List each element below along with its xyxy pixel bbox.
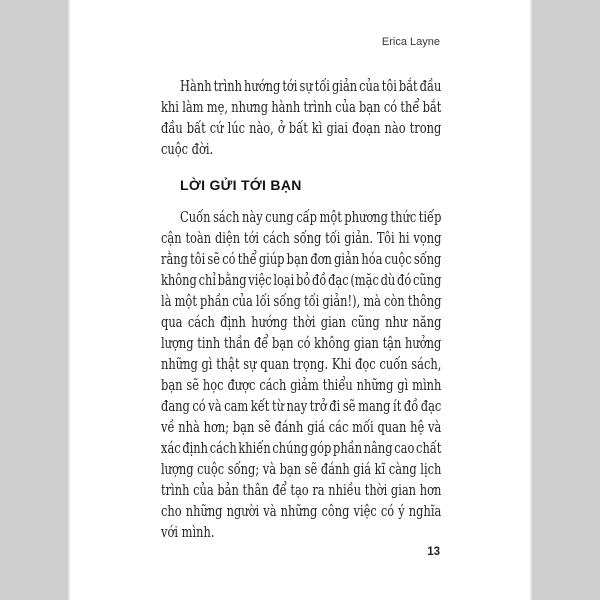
text-line: xác định cách khiến chúng góp phần nâng cao chất <box>161 439 442 457</box>
text-line: cho những người và những công việc có ý nghĩa <box>161 502 442 520</box>
text-line: lượng tinh thần để bạn có không gian tận hưởng <box>161 334 442 352</box>
text-line: Cuốn sách này cung cấp một phương thức tiếp <box>180 208 442 226</box>
book-page <box>68 0 532 600</box>
text-line: không chỉ bằng việc loại bỏ đồ đạc (mặc dù đó cũng <box>161 271 442 289</box>
text-line: bạn sẽ học được cách giảm thiểu những gì mình <box>161 376 442 394</box>
text-line: rằng tôi sẽ có thể giúp bạn đơn giản hóa cuộc sống <box>161 250 442 268</box>
text-line: cận toàn diện tới cách sống tối giản. Tôi hi vọng <box>161 229 442 247</box>
text-line: với mình. <box>161 523 215 541</box>
text-line: qua cách định hướng thời gian cũng như năng <box>161 313 442 331</box>
text-line: Hành trình hướng tới sự tối giản của tôi bắt đầu <box>180 77 442 95</box>
text-line: lượng cuộc sống; và bạn sẽ đánh giá kĩ càng lịch <box>161 460 442 478</box>
text-line: trình của bản thân để tạo ra nhiều thời gian hơn <box>161 481 442 499</box>
text-line: những gì thật sự quan trọng. Khi đọc cuốn sách, <box>161 355 442 373</box>
paragraph <box>161 76 441 160</box>
running-header-author: Erica Layne <box>381 36 440 48</box>
text-line: khi làm mẹ, nhưng hành trình của bạn có thể bắt <box>161 98 442 116</box>
text-line: là một phần của lối sống tối giản!), mà còn thông <box>161 292 442 310</box>
text-line: đầu bất cứ lúc nào, ở bất kì giai đoạn nào trong <box>161 119 442 137</box>
text-line: về nhà hơn; bạn sẽ đánh giá các mối quan hệ và <box>161 418 442 436</box>
section-heading: LỜI GỬI TỚI BẠN <box>180 177 302 193</box>
text-line: đang có và cam kết từ nay trở đi sẽ mang ít đồ đạc <box>161 397 442 415</box>
paragraph <box>161 207 441 543</box>
text-line: cuộc đời. <box>161 140 214 158</box>
page-number: 13 <box>427 546 440 558</box>
